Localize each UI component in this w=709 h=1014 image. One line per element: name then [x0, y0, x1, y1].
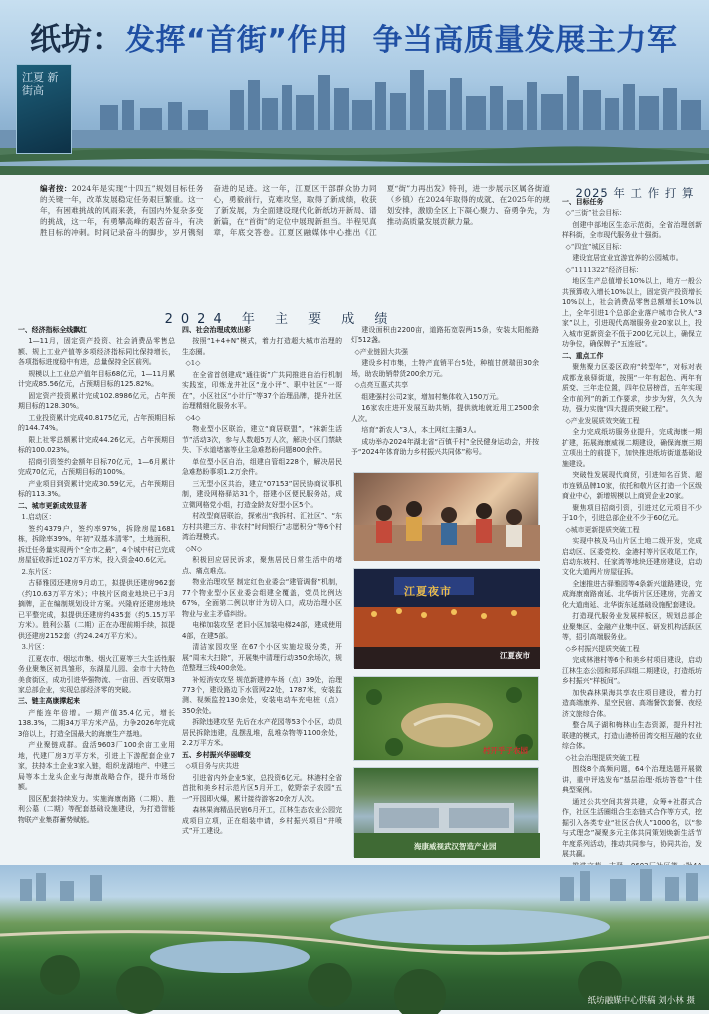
sub-heading: ◇产业链固大共强	[354, 347, 408, 356]
paragraph: 清洁家园攻坚 在67个小区实施垃圾分类，开展“周末大扫除”，开展集中清理行动350余场次，规范整理三线400余处。	[182, 643, 342, 673]
paragraph: 拆除违建攻坚 先后在水产花园等53个小区，动员居民拆除违建，乱摆乱堆，乱堆杂物等1100余处，2.2万平方米。	[182, 718, 342, 748]
sub-heading: ◇项目务与庆共进	[185, 762, 239, 771]
sub-heading: ◇产业发展质效突破工程	[565, 416, 640, 425]
footer-landscape-art	[0, 865, 709, 1010]
paragraph: 单位型小区自治，组建自管组228个，解决居民急难愁盼事项1.2万余件。	[182, 457, 342, 477]
paragraph: 招商引资签约金额年目标70亿元，1—6月累计完成70亿元，占预期目标的100%。	[18, 457, 175, 477]
paragraph: 物业型小区联治，建立“商居联盟”，“袜新生活节”活动3次，参与人数超5万人次，解决小区门禁缺失、下水道堵塞等业主急难愁盼问题800余件。	[182, 425, 342, 455]
sub-heading: ◇“三街”社会目标：	[565, 209, 627, 218]
paragraph: 完成林港村等6个和美乡村项目建设，启动江林生态公园和郑乐四组二期建设，打造纸坊乡村振兴“样板间”。	[562, 656, 702, 686]
sub-heading: 3.片区：	[21, 643, 49, 652]
paragraph: 工业投资累计完成40.8175亿元，占年预期目标的144.74%。	[18, 413, 175, 433]
photo-caption-night-market: 江夏夜市	[500, 651, 530, 660]
paragraph: 建设乡村市集，土特产直销平台5处，种植甘蔗瑞田30余场，助农助销带货200余万元。	[351, 359, 539, 378]
paragraph: 按照“1+4+N”模式，着力打造超大城市治理的生态圈。	[182, 337, 342, 356]
photo-community-event-art	[354, 473, 540, 561]
sub-heading: ◇社会治理提质突破工程	[565, 753, 640, 762]
paragraph: 森林果海精品民宿6月开工，江林生态农业公园完成项目立项，正在组装申请，乡村振兴项目“井喷式”开工建设。	[182, 806, 342, 836]
sub-heading: ◇乡村振兴提质突破工程	[565, 644, 640, 653]
sub-heading: ◇“四宜”城区目标：	[565, 242, 627, 251]
title-prefix: 纸坊：	[30, 22, 123, 58]
paragraph: 建设宜居宜业宜游宜养的公园城市。	[572, 254, 683, 263]
city-skyline-illustration	[0, 60, 709, 175]
photo-credit: 纸坊融媒中心供稿 刘小林 摄	[587, 996, 695, 1006]
paragraph: 园区配套持续发力。实施海康南路（二期）、胜利公墓（二期）等配套基础设施建设，为打造智能物联产业集群蓄势赋能。	[18, 794, 175, 824]
paragraph: 聚焦项目招商引资，引进过亿元项目不少于10个，引进总部企业不少于60亿元。	[562, 503, 702, 523]
section-heading: 一、目标任务	[562, 198, 604, 206]
sub-heading: ◇城市更新提质突破工程	[565, 525, 640, 534]
title-part-1: 发挥“首街”作用	[125, 23, 349, 58]
column-2	[182, 325, 342, 860]
paragraph: 培育“新农人”3人，本土网红主播3人。	[361, 426, 481, 435]
section-heading: 四、社会治理成效出彩	[182, 326, 251, 334]
paragraph: 产业项目到资累计完成30.59亿元，占年预期目标的113.3%。	[18, 479, 175, 499]
sub-heading: ◇1◇	[185, 359, 201, 368]
sub-heading: ◇4◇	[185, 413, 201, 422]
paragraph: 地区生产总值增长10%以上，地方一般公共预算收入增长10%以上，固定资产投资增长10%以上，社会消费品零售总额增长10%以上，全年引进1个总部企业落户城市合伙人“3家”以上，引进现代高端服务业20家以上，投入城市更新资金不低于200亿元以上，确保立功争位，确保牌子“五连冠”。	[562, 277, 702, 349]
editor-note-lead: 编者按：	[40, 184, 72, 193]
paragraph: 固定资产投资累计完成102.8986亿元，占年预期目标的128.30%。	[18, 391, 175, 411]
photo-industrial-park	[353, 767, 539, 857]
editor-note-text: 2024年是实现“十四五”规划目标任务的关键一年，改革发展稳定任务艰巨繁重。这一年，有困难挑战的风雨来袭，有国内外复杂多变的挑战，这一年，有勇攀高峰的艰苦奋斗，有决胜目标的冲刺。时间记录奋斗的脚步，岁月镌刻奋进的足迹。这一年，江夏区干部群众协力同心，勇毅前行，克难攻坚，取得了新成绩，收获了新发展，为全面建设现代化新纸坊开新局、谱新篇，在“首街”的定位中展现新担当。半程见真章，年底交答卷。江夏区融媒体中心推出《江夏“街”力再出发》特刊，进一步展示区属各街道（乡镇）在2024年取得的成就、在2025年的规划安排，激励全区上下凝心聚力、奋勇争先，为推动高质量发展贡献力量。	[40, 184, 550, 237]
paragraph: 引进省内外企业5家，总投资6亿元。林港村全省首批和美乡村示范片区5月开工，乾野亲子农园“五一”开园即火爆，累计接待游客20余万人次。	[182, 773, 342, 803]
page-title	[30, 14, 677, 59]
paragraph: 全力完成纸坊服务业提升，完成海康一期扩建，拓展海康威视二期建设，确保海康三期立项出土的前提下，加快推进纸坊街道基础设施建设。	[562, 428, 702, 468]
photo-caption-industrial-park: 海康威视武汉智造产业园	[414, 842, 497, 851]
photo-community-event	[353, 472, 539, 560]
paragraph: 组建强村公司2家，增加村集体收入150万元。	[361, 392, 503, 401]
paragraph: 产业聚链成群。盘活9603厂100余亩工业用地，代建厂房3万平方米，引进上下游配套企业7家，扶持本土企业3家入链，组织龙湖地产、中建三局等本土龙头企业与海康战略合作，提升市场份额。	[18, 741, 175, 792]
paragraph: 电梯加装攻坚 老旧小区加装电梯24部，建成使用4部，在建5部。	[182, 621, 342, 640]
paragraph: 通过公共空间共营共建，众筹+社群式合作，社区生活圈组合生态链式合作等方式，挖掘引入各类专业“社区合伙人”1000名，以“参与式理念”凝聚多元主体共同策划焕新生活节年度系列活动，推动共同参与，协同共治，发展共赢。	[562, 797, 702, 859]
photo-caption-farm-park: 村开乎子农园	[483, 746, 528, 755]
paragraph: 全速推进古驿雅园等4条新兴道路建设，完成海康南路南延、北华街片区还建房，完善文化大道南延、北华街东延基础设施配套建设。	[562, 579, 702, 609]
paragraph: 1—11月，固定资产投资、社会消费品零售总额、规上工业产值等多项经济指标同比保持增长，各项指标进度稳中有进，总量保持全区前列。	[18, 337, 175, 367]
photo-farm-park	[353, 676, 539, 761]
paragraph: 签约4379户，签约率97%，拆除房屋1681栋，拆除率39%。年初“双基本清零”，土地面积、拆迁任务量实现两个“全市之最”，4个城中村已完成房屋征收拆迁102万平方米，投入资金40.6亿元。	[18, 524, 175, 565]
paragraph: 突破性发展现代商贸，引进知名百货、超市连锁品牌10家，依托和敬片区打造一个区级商业中心，新增规模以上商贸企业20家。	[562, 471, 702, 501]
paragraph: 成功举办2024年湖北省“百镇千村”全民健身运动会，并按予“2024年体育助力乡村振兴共同体”称号。	[351, 437, 539, 457]
section-title-2024: 2024 年 主 要 成 绩	[164, 312, 396, 327]
section-heading: 一、经济指标全线飘红	[18, 326, 87, 334]
paragraph: 创建中部地区生态示范街，全省治理创新样科街，全市现代服务业十强街。	[562, 220, 702, 240]
sub-heading: ◇点亮互惠式共享	[354, 381, 408, 390]
sub-heading: ◇N◇	[185, 544, 203, 553]
paragraph: 江夏农市、烟坛市集、烟火江夏等三大生活性服务业聚集区初具雏形，东湖星儿园、金市十大特色美食街区，成功引进华强物流、一亩田、西安联翔3家总部企业，实现总部经济零的突破。	[18, 654, 175, 694]
paragraph: 规模以上工业总产值年目标68亿元，1—11月累计完成85.56亿元，占预期目标的125.82%。	[18, 369, 175, 389]
article-body	[0, 175, 709, 865]
section-title-2025-plan: 2025 年 工 作 打 算	[575, 186, 695, 200]
sub-heading: 2.东片区：	[21, 567, 56, 576]
paragraph: 古驿雅园还建房9月动工，拟提供还建房962套（约10.63万平方米）；中核片区商业地块已于3月摘牌，正在编制规划设计方案。兴隆府还建房地块已平整完成，拟提供还建房约435套（约5.15万平方米）。胜利公墓（二期）正在办理前期手续，拟提供还建房2152套（约24.24万平方米）。	[18, 579, 175, 640]
section-heading: 二、城市更新成效显著	[18, 501, 87, 510]
paragraph: 围绕8个高频问题，64个治理选题开展微讲，重中评选发布“基层治理·纸坊答卷”十佳典型案例。	[562, 765, 702, 795]
column-4	[562, 197, 702, 860]
paragraph: 物业治理攻坚 制定红色业委会“建管调督”机制，77个物业型小区业委会组建全覆盖，党员比例达67%，全面第二例以审计为切入口，成功治理小区物业与业主矛盾纠纷。	[182, 578, 342, 618]
title-part-2: 争当高质量发展主力军	[372, 23, 678, 58]
paragraph: 村改型商居联治，探索出“我拆村、汇社区”、“东方村共建三方、非农村”时间银行”志愿积分“等6个村湾治理模式。	[182, 512, 342, 542]
logo-text: 江夏 新街高	[22, 71, 59, 97]
paragraph: 整合凤子湖和梅林山生态资源，提升村社联建的模式，打造山港桥田湾交相互融的农业综合体。	[562, 721, 702, 751]
paragraph: 在全省首创建成“通往街”广共同推进自治行机制实践室，印炼龙井社区“龙小评”、职中社区“一哥在”，小区社区“小计厅”等37个治理品牌，提升社区治理精细化服务水平。	[182, 370, 342, 411]
paragraph: 打造现代服务业发展样板区，规划总部企业聚集区、金融产业集中区、研发机构活跃区等，招引高端服务业。	[562, 612, 702, 642]
paragraph: 补短消安攻坚 规范新建停车场（点）39处，治理773个，建设路边下水管网22处，1787米，安装监测、视频监控130余处，安装电动车充电桩（点）350余处。	[182, 675, 342, 715]
column-1	[18, 325, 175, 860]
section-heading: 三、链主高康撑起来	[18, 697, 81, 706]
paragraph: 三无型小区共治，建立“07153”居民协商议事机制，建设网格驿站31个，搭建小区便民服务站，成立微网格党小组，打造金龄友好型小区5个。	[182, 479, 342, 509]
header-banner	[0, 0, 709, 175]
section-heading: 二、重点工作	[562, 351, 604, 360]
paragraph: 聚焦聚力区委区政府“转型年”，对标对表成都龙泉驿街道，按照“一年有起色、两年有质变、三年走位置，四年位居榜首，五年实现全市前列”的新工作要求，步步为营，久久为功，强力实施“四大提质突破工程”。	[562, 363, 702, 414]
editor-note	[40, 183, 550, 298]
paragraph: 积极回应居民诉求，聚焦居民日常生活中的堵点、痛点难点。	[182, 556, 342, 575]
paragraph: 建设面积由2200亩，道路拓宽裂两15条，安装太阳能路灯512盏。	[351, 326, 539, 345]
section-heading: 五、乡村振兴华丽蝶变	[182, 750, 251, 759]
paragraph: 产能连年倍增。一期产值35.4亿元，增长138.3%，二期34万平方米产品，力争2026年完成3倍以上，打造全国最大的海康生产基地。	[18, 708, 175, 738]
paragraph: 实现中核及马山片区土地二级开发，完成启动区、区委党校、金港村等片区收尾工作，启动东坡村、任家湾等地块还建房建设，启动文化大道两片房屋征拆。	[562, 537, 702, 577]
sub-heading: 1.启动区：	[21, 513, 56, 522]
night-market-sign: 江夏夜市	[404, 585, 452, 598]
photo-night-market	[353, 568, 539, 668]
paragraph: 加快森林果海共享农庄项目建设，着力打造高端康养、星空民宿、高端餐饮套餐、夜经济文旅综合体。	[562, 688, 702, 718]
paragraph: 限上社零总额累计完成44.26亿元，占年预期目标的100.023%。	[18, 435, 175, 455]
paragraph: 16家农庄进开发展互助共销，提供就地就近用工2500余人次。	[351, 404, 539, 423]
column-3	[351, 325, 539, 458]
sub-heading: ◇“1111322”经济目标：	[565, 265, 643, 274]
footer-landscape-photo	[0, 865, 709, 1010]
